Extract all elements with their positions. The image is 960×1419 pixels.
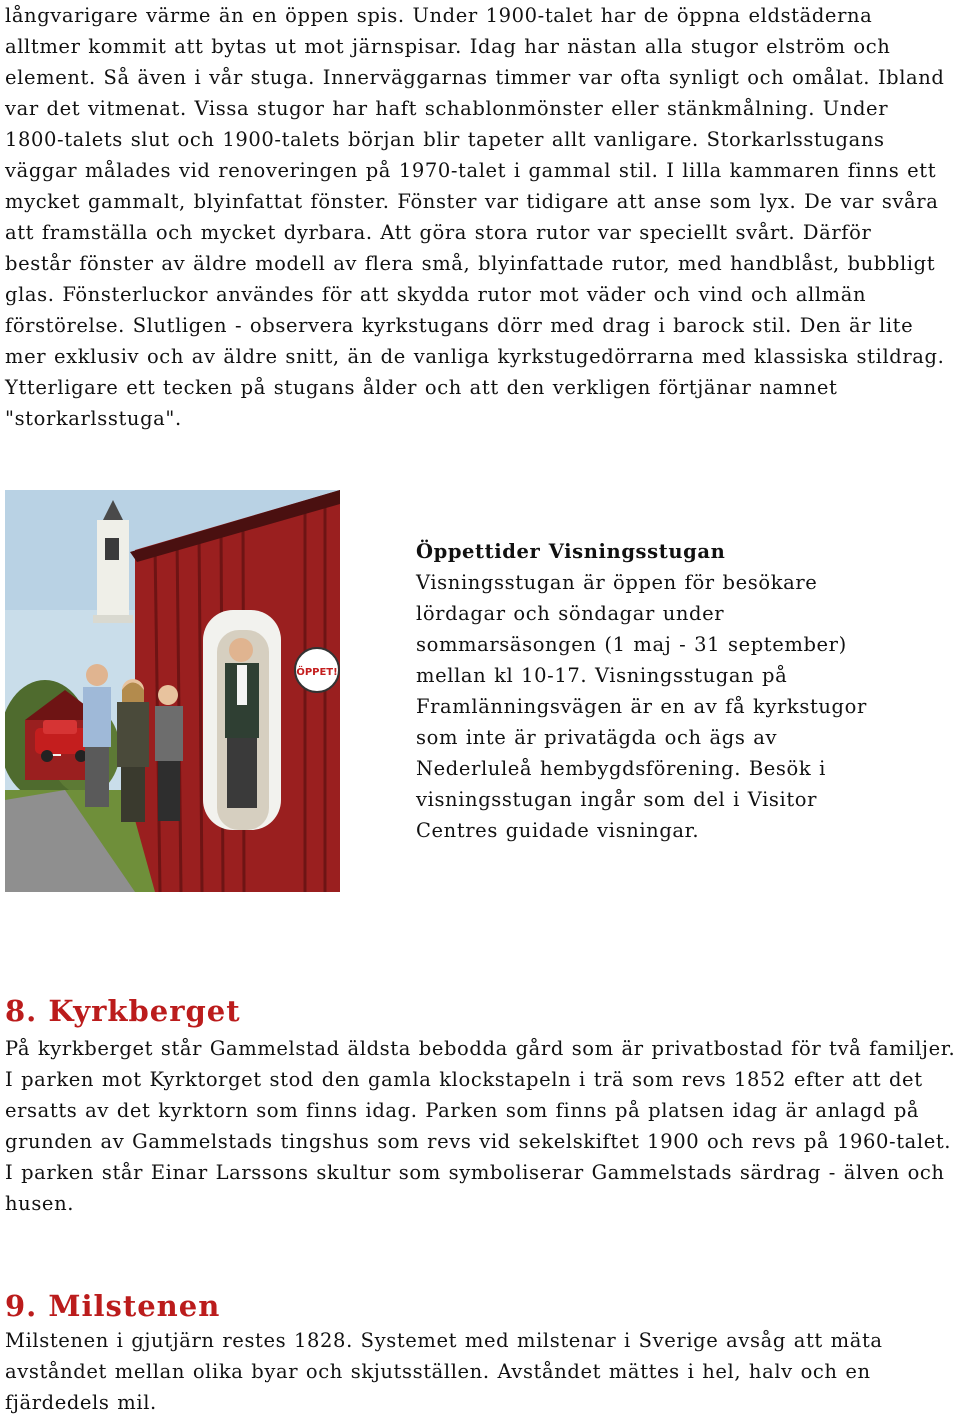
opening-hours-box — [416, 536, 946, 846]
section-9-heading: 9. Milstenen — [5, 1289, 221, 1323]
church-cottage-photo — [5, 490, 340, 892]
opening-hours-text: Visningsstugan är öppen för besökare lördagar och söndagar under sommarsäsongen (1 maj - 31 september) mellan kl 10-17. Visningsstugan på Framlänningsvägen är en av få kyrkstugor som inte är privatägda och ägs av Nederluleå hembygdsförening. Besök i visningsstugan ingår som del i Visitor Centres guidade visningar. — [416, 571, 867, 842]
section-8-heading: 8. Kyrkberget — [5, 994, 241, 1028]
intro-paragraph: långvarigare värme än en öppen spis. Under 1900-talet har de öppna eldstäderna alltmer kommit att bytas ut mot järnspisar. Idag har nästan alla stugor elström och element. Så även i vår stuga. Innerväggarnas timmer var ofta synligt och omålat. Ibland var det vitmenat. Vissa stugor har haft schablonmönster eller stänkmålning. Under 1800-talets slut och 1900-talets början blir tapeter allt vanligare. Storkarlsstugans väggar målades vid renoveringen på 1970-talet i gammal stil. I lilla kammaren finns ett mycket gammalt, blyinfattat fönster. Fönster var tidigare att anse som lyx. De var svåra att framställa och mycket dyrbara. Att göra stora rutor var speciellt svårt. Därför består fönster av äldre modell av flera små, blyinfattade rutor, med handblåst, bubbligt glas. Fönsterluckor användes för att skydda rutor mot väder och vind och allmän förstörelse. Slutligen - observera kyrkstugans dörr med drag i barock stil. Den är lite mer exklusiv och av äldre snitt, än de vanliga kyrkstugedörrarna med klassiska stildrag. Ytterligare ett tecken på stugans ålder och att den verkligen förtjänar namnet "storkarlsstuga". — [5, 4, 945, 430]
section-8-paragraph: På kyrkberget står Gammelstad äldsta bebodda gård som är privatbostad för två familjer. I parken mot Kyrktorget stod den gamla klockstapeln i trä som revs 1852 efter att det ersatts av det kyrktorn som finns idag. Parken som finns på platsen idag är anlagd på grunden av Gammelstads tingshus som revs vid sekelskiftet 1900 och revs på 1960-talet. I parken står Einar Larssons skultur som symboliserar Gammelstads särdrag - älven och husen. — [5, 1037, 956, 1215]
section-9-paragraph: Milstenen i gjutjärn restes 1828. Systemet med milstenar i Sverige avsåg att mäta avståndet mellan olika byar och skjutsställen. Avståndet mättes i hel, halv och en fjärdedels mil. — [5, 1329, 883, 1414]
opening-hours-title: Öppettider Visningsstugan — [416, 540, 726, 563]
open-sign-text: ÖPPET! — [296, 667, 338, 678]
